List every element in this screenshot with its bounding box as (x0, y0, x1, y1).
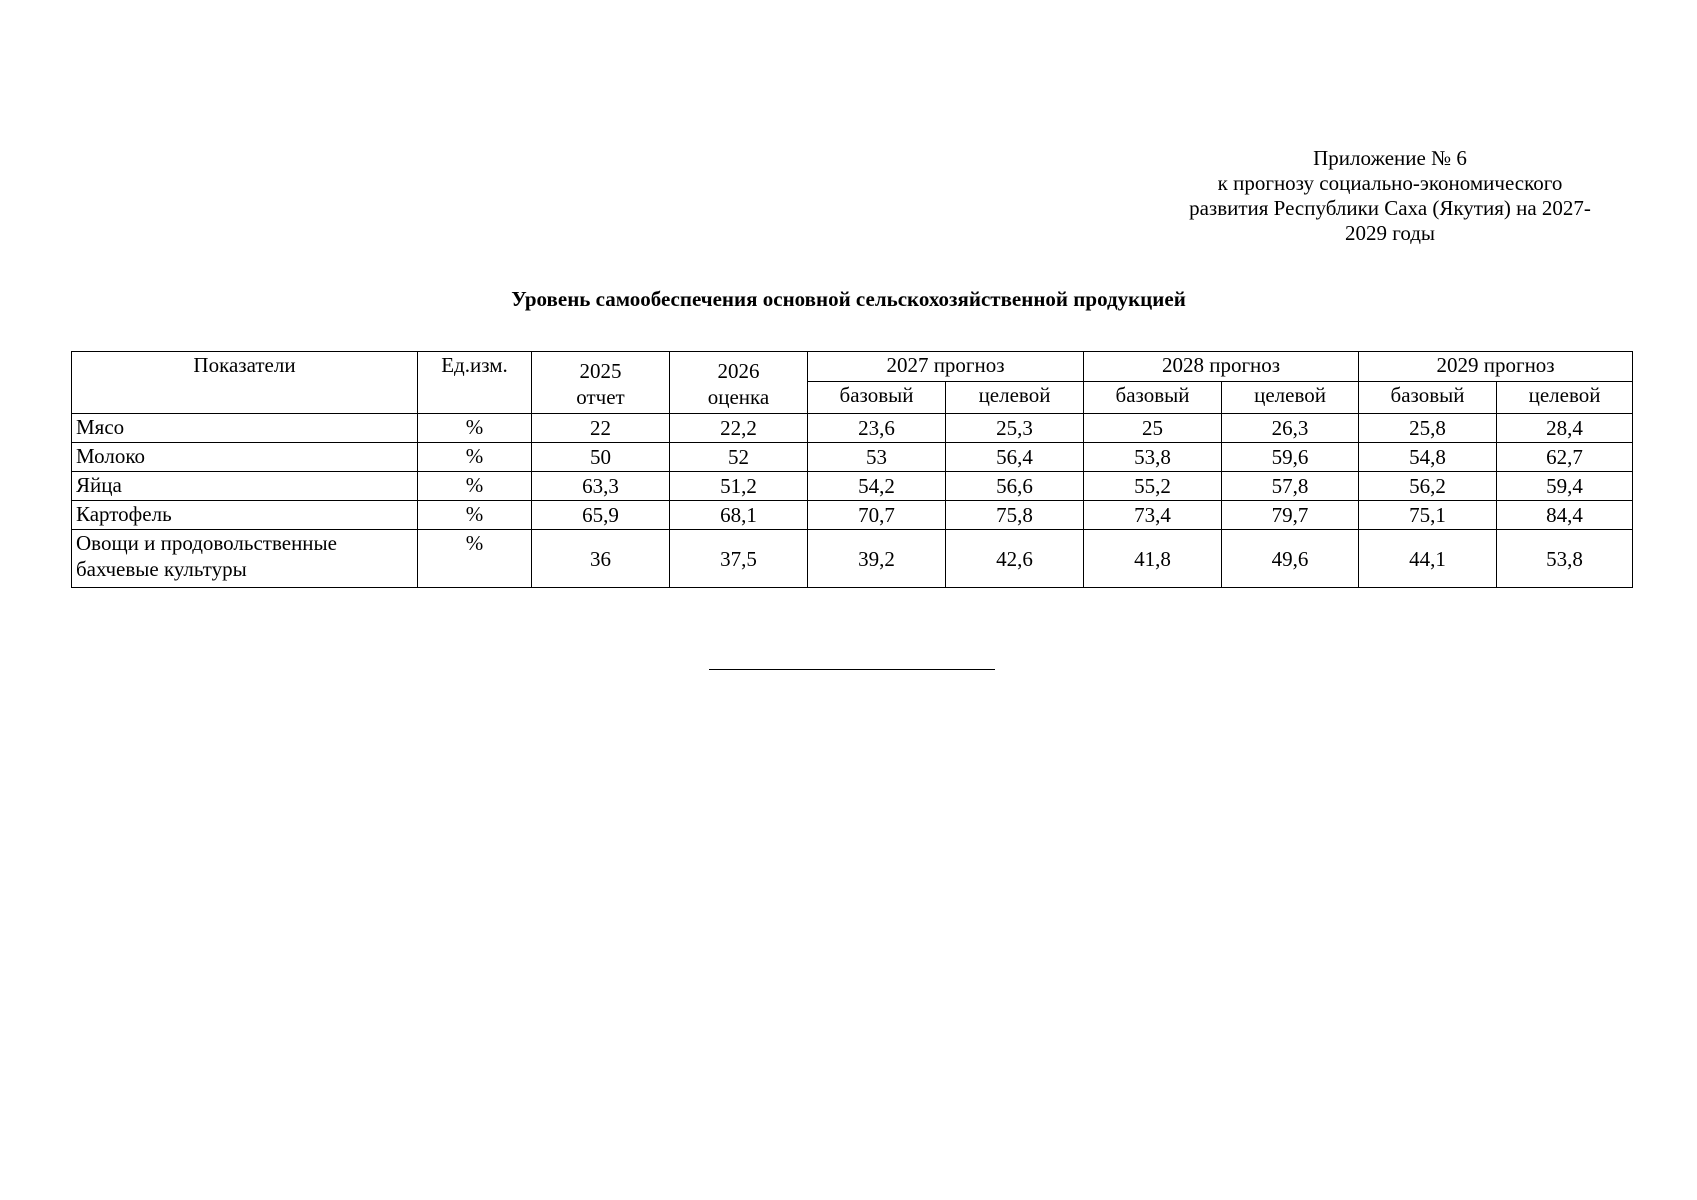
appendix-note (1140, 146, 1640, 246)
cell-value: 65,9 (532, 501, 670, 530)
cell-value: 37,5 (670, 530, 808, 588)
cell-value: 42,6 (946, 530, 1084, 588)
cell-value: 73,4 (1084, 501, 1222, 530)
header-year-sub: отчет (576, 385, 625, 409)
cell-value: 25 (1084, 414, 1222, 443)
header-forecast-2029: 2029 прогноз (1359, 352, 1633, 382)
cell-value: 63,3 (532, 472, 670, 501)
cell-value: 23,6 (808, 414, 946, 443)
cell-value: 84,4 (1497, 501, 1633, 530)
header-forecast-2027: 2027 прогноз (808, 352, 1084, 382)
header-base: базовый (1359, 382, 1497, 414)
cell-value: 57,8 (1222, 472, 1359, 501)
row-unit: % (418, 472, 532, 501)
cell-value: 54,2 (808, 472, 946, 501)
cell-value: 50 (532, 443, 670, 472)
cell-value: 53 (808, 443, 946, 472)
cell-value: 51,2 (670, 472, 808, 501)
header-target: целевой (1222, 382, 1359, 414)
header-2025 (532, 352, 670, 414)
header-2026 (670, 352, 808, 414)
row-label-line: бахчевые культуры (76, 557, 247, 581)
cell-value: 36 (532, 530, 670, 588)
cell-value: 79,7 (1222, 501, 1359, 530)
header-base: базовый (1084, 382, 1222, 414)
appendix-line: 2029 годы (1344, 221, 1436, 245)
cell-value: 75,1 (1359, 501, 1497, 530)
cell-value: 54,8 (1359, 443, 1497, 472)
cell-value: 62,7 (1497, 443, 1633, 472)
cell-value: 28,4 (1497, 414, 1633, 443)
document-title: Уровень самообеспечения основной сельскохозяйственной продукцией (511, 287, 1186, 311)
cell-value: 55,2 (1084, 472, 1222, 501)
cell-value: 39,2 (808, 530, 946, 588)
header-year: 2026 (717, 359, 760, 383)
row-label: Мясо (72, 414, 418, 443)
cell-value: 25,3 (946, 414, 1084, 443)
cell-value: 70,7 (808, 501, 946, 530)
row-label: Яйца (72, 472, 418, 501)
header-target: целевой (1497, 382, 1633, 414)
cell-value: 25,8 (1359, 414, 1497, 443)
end-divider-line (709, 669, 995, 670)
header-year: 2025 (579, 359, 622, 383)
header-forecast-2028: 2028 прогноз (1084, 352, 1359, 382)
header-target: целевой (946, 382, 1084, 414)
cell-value: 44,1 (1359, 530, 1497, 588)
row-label: Картофель (72, 501, 418, 530)
cell-value: 53,8 (1084, 443, 1222, 472)
table-row (72, 443, 1633, 472)
cell-value: 53,8 (1497, 530, 1633, 588)
cell-value: 41,8 (1084, 530, 1222, 588)
header-unit: Ед.изм. (418, 352, 532, 414)
cell-value: 26,3 (1222, 414, 1359, 443)
header-year-sub: оценка (707, 385, 770, 409)
row-label (72, 530, 418, 588)
row-label-line: Овощи и продовольственные (76, 531, 337, 555)
appendix-line: Приложение № 6 (1313, 146, 1467, 170)
cell-value: 56,6 (946, 472, 1084, 501)
row-unit: % (418, 530, 532, 588)
table-row (72, 414, 1633, 443)
cell-value: 59,4 (1497, 472, 1633, 501)
header-indicator: Показатели (72, 352, 418, 414)
row-unit: % (418, 414, 532, 443)
cell-value: 22,2 (670, 414, 808, 443)
cell-value: 22 (532, 414, 670, 443)
appendix-line: к прогнозу социально-экономического (1217, 171, 1563, 195)
row-unit: % (418, 443, 532, 472)
cell-value: 56,4 (946, 443, 1084, 472)
cell-value: 49,6 (1222, 530, 1359, 588)
self-sufficiency-table (71, 351, 1633, 588)
table-row (72, 501, 1633, 530)
header-base: базовый (808, 382, 946, 414)
row-label: Молоко (72, 443, 418, 472)
table-row (72, 472, 1633, 501)
row-unit: % (418, 501, 532, 530)
cell-value: 52 (670, 443, 808, 472)
cell-value: 68,1 (670, 501, 808, 530)
cell-value: 75,8 (946, 501, 1084, 530)
appendix-line: развития Республики Саха (Якутия) на 2027- (1189, 196, 1591, 220)
cell-value: 59,6 (1222, 443, 1359, 472)
table-row (72, 530, 1633, 588)
cell-value: 56,2 (1359, 472, 1497, 501)
